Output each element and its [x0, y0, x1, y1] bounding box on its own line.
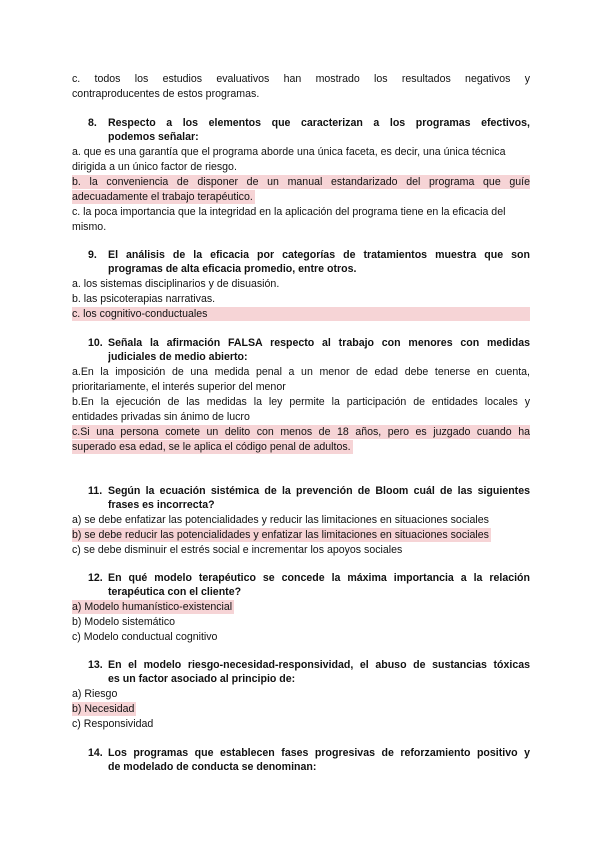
answer-11a: a) se debe enfatizar las potencialidades y reducir las limitaciones en situaciones sociales [72, 514, 489, 526]
question-10-line1 [72, 336, 530, 350]
answer-10b-line2: entidades privadas sin ánimo de lucro [72, 411, 250, 423]
question-14-line2: de modelado de conducta se denominan: [108, 761, 317, 773]
answer-12a-text: a) Modelo humanístico-existencial [72, 601, 233, 613]
answer-13c: c) Responsividad [72, 718, 154, 730]
question-12-line2: terapéutica con el cliente? [108, 586, 242, 598]
answer-13a: a) Riesgo [72, 688, 118, 700]
answer-12c: c) Modelo conductual cognitivo [72, 631, 218, 643]
answer-9b: b. las psicoterapias narrativas. [72, 293, 216, 305]
answer-11b-text: b) se debe reducir las potencialidades y enfatizar las limitaciones en situaciones sociales [72, 529, 489, 541]
answer-8c-line2: mismo. [72, 221, 107, 233]
question-13-line2: es un factor asociado al principio de: [108, 673, 296, 685]
answer-8a-line1: a. que es una garantía que el programa aborde una única faceta, es decir, una única técnica [72, 146, 506, 158]
answer-8b-line2 [72, 190, 530, 204]
answer-8c-line1: c. la poca importancia que la integridad en la aplicación del programa tiene en la eficacia del [72, 206, 506, 218]
question-8-line2: podemos señalar: [108, 131, 199, 143]
question-10-number: 10. [88, 337, 103, 349]
answer-8a-line2: dirigida a un único factor de riesgo. [72, 161, 237, 173]
answer-10a-line2: prioritariamente, el interés superior del menor [72, 381, 286, 393]
answer-10c-line1: c.Si una persona comete un delito con menos de 18 años, pero es juzgado cuando ha [72, 426, 530, 438]
question-10-line2: judiciales de medio abierto: [108, 351, 248, 363]
answer-11c: c) se debe disminuir el estrés social e incrementar los apoyos sociales [72, 544, 403, 556]
question-8-number: 8. [88, 117, 97, 129]
question-9-line2: programas de alta eficacia promedio, entre otros. [108, 263, 357, 275]
question-11-text: Según la ecuación sistémica de la prevención de Bloom cuál de las siguientes [108, 485, 530, 497]
question-14-number: 14. [88, 747, 103, 759]
question-9-line1 [72, 248, 530, 262]
answer-8b-line2-text: adecuadamente el trabajo terapéutico. [72, 191, 253, 203]
question-11-line2: frases es incorrecta? [108, 499, 215, 511]
answer-7c-line2: contraproducentes de estos programas. [72, 88, 260, 100]
question-12-number: 12. [88, 572, 103, 584]
question-11-line1 [72, 484, 530, 498]
question-11-number: 11. [88, 485, 103, 497]
answer-9c: c. los cognitivo-conductuales [72, 307, 530, 321]
answer-10a-line1: a.En la imposición de una medida penal a un menor de edad debe tenerse en cuenta, [72, 366, 530, 378]
answer-10b-line1: b.En la ejecución de las medidas la ley permite la participación de entidades locales y [72, 396, 530, 408]
answer-8b-line1: b. la conveniencia de disponer de un manual estandarizado del programa que guíe [72, 176, 530, 188]
answer-10c-line2-text: superado esa edad, se le aplica el código penal de adultos. [72, 441, 351, 453]
question-13-text: En el modelo riesgo-necesidad-responsividad, el abuso de sustancias tóxicas [108, 659, 530, 671]
answer-12a [72, 600, 530, 614]
question-13-number: 13. [88, 659, 103, 671]
question-14-line1 [72, 746, 530, 760]
question-12-text: En qué modelo terapéutico se concede la máxima importancia a la relación [108, 572, 530, 584]
question-12-line1 [72, 571, 530, 585]
answer-7c-line1: c. todos los estudios evaluativos han mostrado los resultados negativos y [72, 73, 530, 85]
question-14-text: Los programas que establecen fases progresivas de reforzamiento positivo y [108, 747, 530, 759]
answer-13b-text: b) Necesidad [72, 703, 135, 715]
question-9-text: El análisis de la eficacia por categorías de tratamientos muestra que son [108, 249, 530, 261]
answer-9a: a. los sistemas disciplinarios y de disuasión. [72, 278, 280, 290]
question-9-number: 9. [88, 249, 97, 261]
question-13-line1 [72, 658, 530, 672]
question-8-text: Respecto a los elementos que caracterizan a los programas efectivos, [108, 117, 530, 129]
answer-11b [72, 528, 530, 542]
question-8-line1 [72, 116, 530, 130]
answer-10c-line2 [72, 440, 530, 454]
answer-13b [72, 702, 530, 716]
answer-12b: b) Modelo sistemático [72, 616, 176, 628]
question-10-text: Señala la afirmación FALSA respecto al trabajo con menores con medidas [108, 337, 530, 349]
